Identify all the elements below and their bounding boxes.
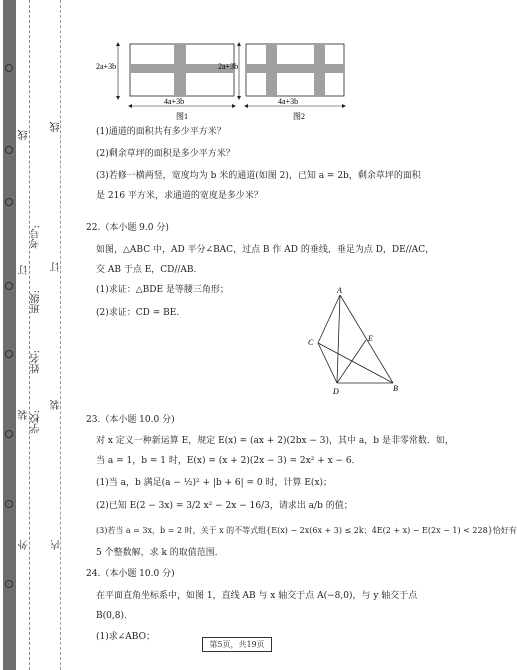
segment-CD [318,343,337,383]
point-A-label: A [337,286,342,295]
binding-circle [5,198,13,206]
binding-circle [5,430,13,438]
binding-margin [0,0,38,670]
fig1-caption: 图1 [176,112,188,121]
q23-line1: 对 x 定义一种新运算 E，规定 E(x) = (ax + 2)(2bx − 3)，其中 a，b 是非零常数．如， [96,436,454,446]
q21-part2: (2)剩余草坪的面积是多少平方米？ [96,149,235,159]
q22-intro-1: 如图，△ABC 中，AD 平分∠BAC，过点 B 作 AD 的垂线，垂足为点 D，DE//AC， [96,245,435,255]
figure-1 [96,42,239,121]
q24-heading: 24.（本小题 10.0 分) [86,569,175,579]
binding-circle [5,500,13,508]
binding-mark-xian: 线 [19,130,30,140]
q23-part1: (1)当 a，b 满足(a − ½)² + |b + 6| = 0 时，计算 E(x)； [96,478,333,488]
inner-mark-nei: 内 [51,540,62,550]
q24-line2: B(0,8)． [96,611,133,621]
q23-part2: (2)已知 E(2 − 3x) = 3/2 x² − 2x − 16/3，请求出 a/b 的值； [96,501,353,511]
name-label: 姓名: [31,350,42,374]
binding-mark-wai: 外 [19,540,30,550]
q22-figure [300,285,410,400]
q24-line1: 在平面直角坐标系中，如图 1，直线 AB 与 x 轴交于点 A(−8,0)，与 y 轴交于点 [96,591,418,601]
binding-mark-zhuang: 装 [19,410,30,420]
fig1-bottom-label: 4a+3b [164,97,185,106]
binding-mark-ding: 订 [19,265,30,275]
segment-AB [340,295,393,383]
binding-circle [5,350,13,358]
segment-DE [337,340,366,383]
fig1-left-label: 2a+3b [96,62,117,71]
binding-circle [5,146,13,154]
q21-part3-b: 是 216 平方米，求通道的宽度是多少米？ [96,191,263,201]
q22-part2: (2)求证：CD = BE. [96,308,180,318]
fig2-caption: 图2 [293,112,305,121]
inner-mark-zhuang: 装 [51,400,62,410]
figure-2 [218,42,346,121]
binding-circle [5,580,13,588]
q22-heading: 22.（本小题 9.0 分) [86,223,169,233]
point-D-label: D [333,387,339,396]
q23-heading: 23.（本小题 10.0 分) [86,415,175,425]
point-E-label: E [368,334,373,343]
school-label: 学校: [31,410,42,434]
binding-dark-strip [3,0,16,670]
class-label: 班级: [31,290,42,314]
q21-part3-a: (3)若修一横两竖，宽度均为 b 米的通道(如图 2)，已知 a = 2b，剩余草坪的面积 [96,171,421,181]
q24-part1: (1)求∠ABO； [96,632,155,642]
q21-part1: (1)通道的面积共有多少平方米？ [96,127,226,137]
q22-intro-2: 交 AB 于点 E，CD//AB. [96,265,197,275]
q23-line2: 当 a = 1，b = 1 时，E(x) = (x + 2)(2x − 3) = 2x² + x − 6． [96,456,361,466]
point-C-label: C [308,338,314,347]
point-B-label: B [393,384,398,393]
inner-cut-line [60,0,61,670]
segment-CB [318,343,393,383]
q23-part3-a: (3)若当 a = 3x，b = 2 时，关于 x 的不等式组{E(x) − 2x(6x + 3) ≤ 2k；4E(2 + x) − E(2x − 1) < 228}恰好有 [96,526,517,535]
segment-AC [318,295,340,343]
inner-mark-ding: 订 [51,262,62,272]
binding-circle [5,64,13,72]
binding-cut-line [29,0,30,670]
q22-part1: (1)求证：△BDE 是等腰三角形； [96,285,229,295]
segment-AD [337,295,340,383]
page-footer [0,637,474,652]
q23-part3-b: 5 个整数解，求 k 的取值范围． [96,548,224,558]
inner-mark-xian: 线 [51,122,62,132]
page-number: 第5页，共19页 [202,637,271,652]
fig2-bottom-label: 4a+3b [278,97,299,106]
fig2-left-label: 2a+3b [218,62,239,71]
binding-circle [5,282,13,290]
figures-row [88,36,348,122]
id-label: 考号: [31,225,42,249]
